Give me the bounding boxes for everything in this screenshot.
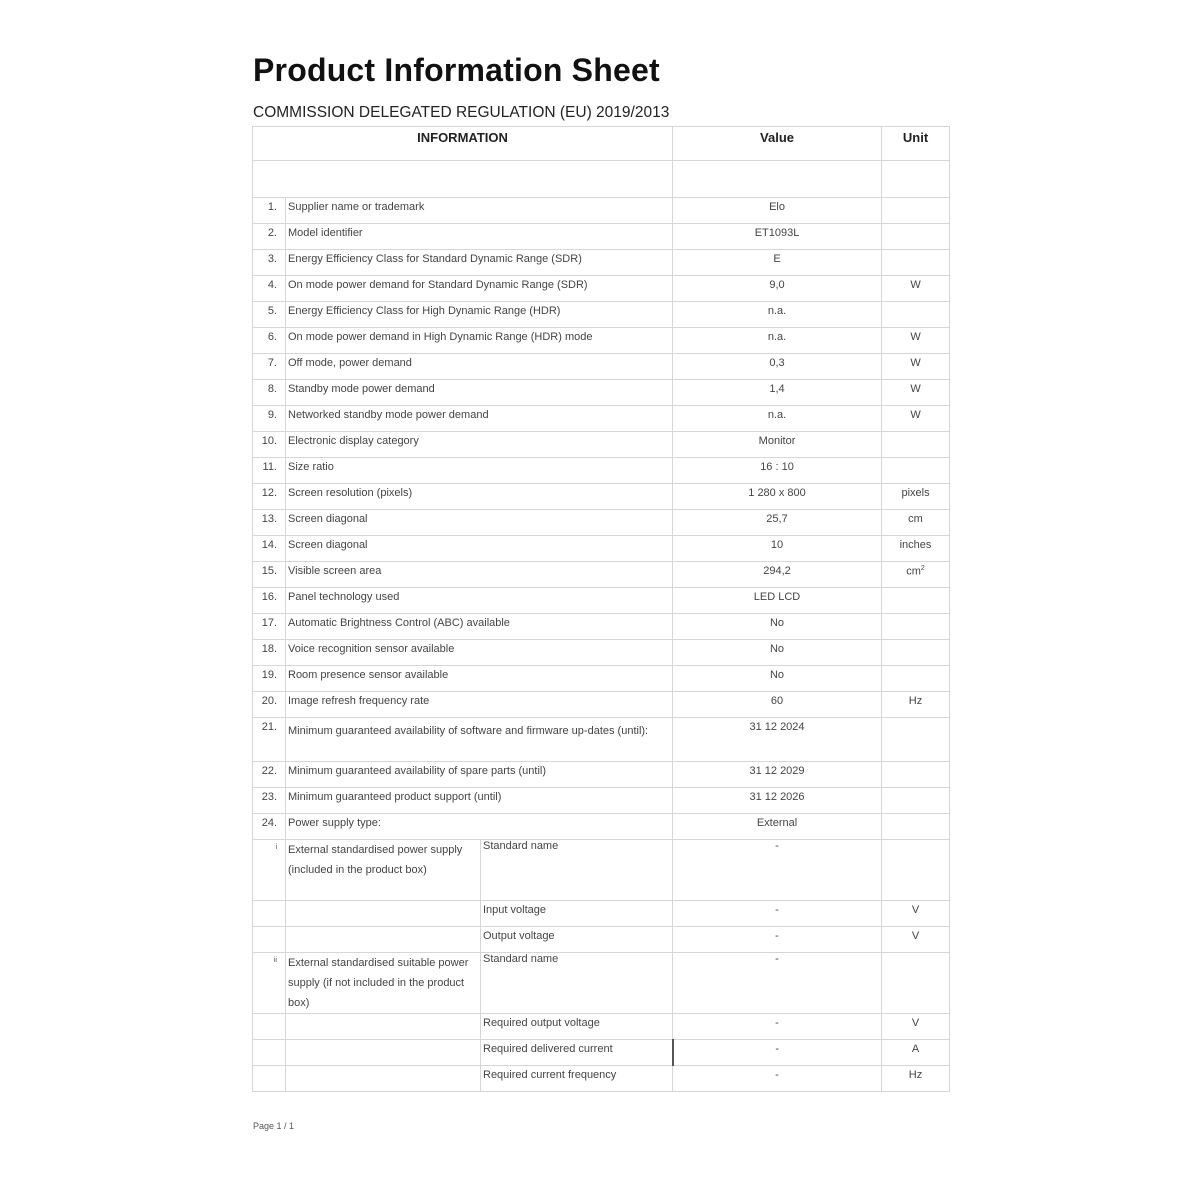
row-unit-superscript: 2 — [920, 565, 925, 572]
row-value: No — [673, 640, 882, 666]
row-label: Power supply type: — [286, 814, 673, 840]
table-row — [253, 510, 950, 536]
row-number: 19. — [253, 666, 286, 692]
header-unit: Unit — [882, 127, 950, 161]
row-number: 2. — [253, 224, 286, 250]
row-value: LED LCD — [673, 588, 882, 614]
row-value: 294,2 — [673, 562, 882, 588]
table-row — [253, 536, 950, 562]
row-label: On mode power demand for Standard Dynamic Range (SDR) — [286, 276, 673, 302]
table-row — [253, 198, 950, 224]
row-label: Room presence sensor available — [286, 666, 673, 692]
table-header-row — [253, 127, 950, 161]
row-unit-text: pixels — [901, 487, 930, 499]
table-row — [253, 224, 950, 250]
row-unit — [882, 588, 950, 614]
ps-i-item-unit — [882, 840, 950, 901]
ps-i-row-3 — [253, 927, 950, 953]
ps-i-row-1 — [253, 840, 950, 901]
row-label: Standby mode power demand — [286, 380, 673, 406]
ps-ii-item-value: - — [673, 953, 882, 1014]
ps-ii-marker: ii — [253, 953, 286, 1014]
ps-ii-item-value: - — [673, 1066, 882, 1092]
row-label: Minimum guaranteed availability of software and firmware up-dates (until): — [286, 718, 673, 762]
ps-ii-item-value: - — [673, 1040, 882, 1066]
row-value: 31 12 2029 — [673, 762, 882, 788]
page-footer: Page 1 / 1 — [253, 1121, 295, 1131]
row-number: 16. — [253, 588, 286, 614]
row-unit — [882, 432, 950, 458]
row-number: 4. — [253, 276, 286, 302]
table-row — [253, 302, 950, 328]
row-label: Screen resolution (pixels) — [286, 484, 673, 510]
row-label: Voice recognition sensor available — [286, 640, 673, 666]
product-info-table — [252, 126, 950, 1092]
row-number: 11. — [253, 458, 286, 484]
row-value: No — [673, 614, 882, 640]
row-unit — [882, 250, 950, 276]
ps-i-item-unit: V — [882, 901, 950, 927]
ps-ii-item-unit: V — [882, 1014, 950, 1040]
table-row — [253, 762, 950, 788]
table-row — [253, 276, 950, 302]
ps-ii-item-name: Required current frequency — [481, 1066, 673, 1092]
row-number: 3. — [253, 250, 286, 276]
row-label: Networked standby mode power demand — [286, 406, 673, 432]
ps-i-label: External standardised power supply (included in the product box) — [286, 840, 481, 901]
row-value: No — [673, 666, 882, 692]
row-label: Supplier name or trademark — [286, 198, 673, 224]
row-value: Monitor — [673, 432, 882, 458]
header-information: INFORMATION — [253, 127, 673, 161]
ps-ii-row-1 — [253, 953, 950, 1014]
ps-i-item-value: - — [673, 927, 882, 953]
row-value: 16 : 10 — [673, 458, 882, 484]
row-number: 9. — [253, 406, 286, 432]
row-number: 15. — [253, 562, 286, 588]
row-label: Model identifier — [286, 224, 673, 250]
row-unit-text: W — [910, 383, 921, 395]
row-value: 0,3 — [673, 354, 882, 380]
row-unit — [882, 640, 950, 666]
row-unit-text: inches — [899, 539, 932, 551]
table-row — [253, 718, 950, 762]
ps-ii-item-unit: Hz — [882, 1066, 950, 1092]
ps-ii-item-name: Required output voltage — [481, 1014, 673, 1040]
row-unit-text: Hz — [908, 695, 923, 707]
row-unit — [882, 814, 950, 840]
row-unit-text: cm — [906, 565, 921, 578]
table-row — [253, 354, 950, 380]
row-unit-text: W — [910, 279, 921, 291]
row-number: 24. — [253, 814, 286, 840]
row-number: 12. — [253, 484, 286, 510]
row-label: Panel technology used — [286, 588, 673, 614]
row-number: 7. — [253, 354, 286, 380]
row-number: 10. — [253, 432, 286, 458]
ps-i-marker: i — [253, 840, 286, 901]
ps-i-row-2 — [253, 901, 950, 927]
row-label: Visible screen area — [286, 562, 673, 588]
row-label: Screen diagonal — [286, 536, 673, 562]
row-unit — [882, 536, 950, 562]
row-unit — [882, 406, 950, 432]
row-number: 5. — [253, 302, 286, 328]
document-title: Product Information Sheet — [253, 52, 660, 88]
table-row — [253, 562, 950, 588]
row-number: 22. — [253, 762, 286, 788]
row-number: 17. — [253, 614, 286, 640]
table-row — [253, 484, 950, 510]
row-label: Off mode, power demand — [286, 354, 673, 380]
row-unit — [882, 614, 950, 640]
row-label: On mode power demand in High Dynamic Range (HDR) mode — [286, 328, 673, 354]
table-row — [253, 406, 950, 432]
row-unit — [882, 458, 950, 484]
row-unit-text: W — [910, 409, 921, 421]
row-unit — [882, 302, 950, 328]
table-row — [253, 614, 950, 640]
row-label: Size ratio — [286, 458, 673, 484]
ps-i-item-name: Output voltage — [481, 927, 673, 953]
row-label: Automatic Brightness Control (ABC) available — [286, 614, 673, 640]
row-number: 23. — [253, 788, 286, 814]
row-value: 1,4 — [673, 380, 882, 406]
row-unit — [882, 718, 950, 762]
row-unit — [882, 484, 950, 510]
row-value: 31 12 2024 — [673, 718, 882, 762]
table-row — [253, 692, 950, 718]
table-row — [253, 640, 950, 666]
row-number: 14. — [253, 536, 286, 562]
row-value: 60 — [673, 692, 882, 718]
row-unit — [882, 562, 950, 588]
row-unit-text: cm — [908, 513, 923, 525]
ps-ii-row-4 — [253, 1066, 950, 1092]
ps-ii-row-2 — [253, 1014, 950, 1040]
ps-ii-item-unit: A — [882, 1040, 950, 1066]
row-unit — [882, 380, 950, 406]
row-label: Image refresh frequency rate — [286, 692, 673, 718]
power-supply-section — [253, 840, 950, 1092]
ps-i-item-unit: V — [882, 927, 950, 953]
row-value: External — [673, 814, 882, 840]
ps-ii-item-name: Standard name — [481, 953, 673, 1014]
row-label: Energy Efficiency Class for High Dynamic Range (HDR) — [286, 302, 673, 328]
row-unit — [882, 510, 950, 536]
row-unit — [882, 224, 950, 250]
header-value: Value — [673, 127, 882, 161]
table-row — [253, 328, 950, 354]
ps-ii-item-name: Required delivered current — [481, 1040, 673, 1066]
row-unit — [882, 788, 950, 814]
table-row — [253, 788, 950, 814]
row-unit — [882, 692, 950, 718]
ps-i-item-name: Standard name — [481, 840, 673, 901]
spacer-row — [253, 161, 950, 198]
table-body — [253, 198, 950, 840]
table-row — [253, 432, 950, 458]
row-label: Electronic display category — [286, 432, 673, 458]
row-unit — [882, 328, 950, 354]
row-unit — [882, 198, 950, 224]
row-unit — [882, 762, 950, 788]
ps-ii-label: External standardised suitable power supply (if not included in the product box) — [286, 953, 481, 1014]
row-value: 1 280 x 800 — [673, 484, 882, 510]
table-row — [253, 814, 950, 840]
row-value: n.a. — [673, 406, 882, 432]
row-unit — [882, 354, 950, 380]
table-row — [253, 380, 950, 406]
table-row — [253, 588, 950, 614]
row-value: E — [673, 250, 882, 276]
row-unit — [882, 276, 950, 302]
ps-ii-item-value: - — [673, 1014, 882, 1040]
row-number: 20. — [253, 692, 286, 718]
row-value: 31 12 2026 — [673, 788, 882, 814]
row-value: 9,0 — [673, 276, 882, 302]
row-label: Minimum guaranteed availability of spare parts (until) — [286, 762, 673, 788]
row-unit-text: W — [910, 357, 921, 369]
table-row — [253, 250, 950, 276]
row-number: 8. — [253, 380, 286, 406]
ps-i-item-value: - — [673, 840, 882, 901]
row-value: 10 — [673, 536, 882, 562]
row-number: 21. — [253, 718, 286, 762]
row-unit-text: W — [910, 331, 921, 343]
row-value: ET1093L — [673, 224, 882, 250]
row-value: n.a. — [673, 328, 882, 354]
row-unit — [882, 666, 950, 692]
ps-i-item-value: - — [673, 901, 882, 927]
document-subtitle: COMMISSION DELEGATED REGULATION (EU) 2019/2013 — [253, 104, 670, 121]
row-number: 13. — [253, 510, 286, 536]
table-row — [253, 666, 950, 692]
row-value: n.a. — [673, 302, 882, 328]
row-value: Elo — [673, 198, 882, 224]
row-label: Energy Efficiency Class for Standard Dynamic Range (SDR) — [286, 250, 673, 276]
table-row — [253, 458, 950, 484]
row-label: Minimum guaranteed product support (until) — [286, 788, 673, 814]
row-number: 1. — [253, 198, 286, 224]
row-label: Screen diagonal — [286, 510, 673, 536]
row-value: 25,7 — [673, 510, 882, 536]
ps-ii-item-unit — [882, 953, 950, 1014]
row-number: 18. — [253, 640, 286, 666]
row-number: 6. — [253, 328, 286, 354]
ps-ii-row-3 — [253, 1040, 950, 1066]
ps-i-item-name: Input voltage — [481, 901, 673, 927]
